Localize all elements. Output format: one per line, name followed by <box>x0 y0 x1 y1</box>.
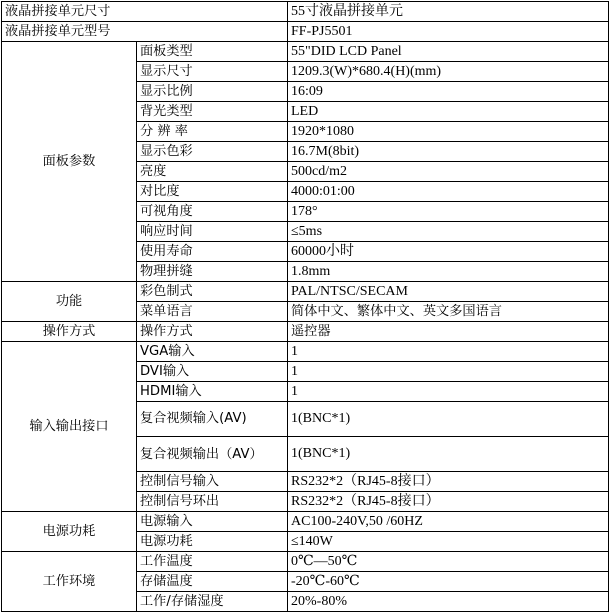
spec-label: HDMI输入 <box>137 382 288 402</box>
spec-value: 60000小时 <box>288 242 609 262</box>
spec-value: 遥控器 <box>288 322 609 342</box>
operation-category: 操作方式 <box>2 322 137 342</box>
spec-label: 存储温度 <box>137 572 288 592</box>
function-category: 功能 <box>2 282 137 322</box>
spec-value: 178° <box>288 202 609 222</box>
spec-value: 1209.3(W)*680.4(H)(mm) <box>288 62 609 82</box>
spec-label: 面板类型 <box>137 42 288 62</box>
power-category: 电源功耗 <box>2 512 137 552</box>
spec-value: RS232*2（RJ45-8接口） <box>288 472 609 492</box>
spec-label: 显示色彩 <box>137 142 288 162</box>
spec-value: 1(BNC*1) <box>288 437 609 472</box>
spec-value: 20%-80% <box>288 592 609 612</box>
spec-label: 工作/存储湿度 <box>137 592 288 612</box>
spec-label: 可视角度 <box>137 202 288 222</box>
spec-label: VGA输入 <box>137 342 288 362</box>
spec-label: 电源功耗 <box>137 532 288 552</box>
spec-value: 1(BNC*1) <box>288 402 609 437</box>
table-row <box>2 512 609 532</box>
spec-label: 菜单语言 <box>137 302 288 322</box>
spec-label: 控制信号输入 <box>137 472 288 492</box>
spec-label: 使用寿命 <box>137 242 288 262</box>
table-row <box>2 22 609 42</box>
unit-size-value: 55寸液晶拼接单元 <box>288 2 609 22</box>
table-row <box>2 282 609 302</box>
spec-label: 复合视频输入(AV) <box>137 402 288 437</box>
spec-label: 对比度 <box>137 182 288 202</box>
spec-label: 显示比例 <box>137 82 288 102</box>
spec-label: DVI输入 <box>137 362 288 382</box>
spec-label: 响应时间 <box>137 222 288 242</box>
spec-value: 16:09 <box>288 82 609 102</box>
spec-label: 控制信号环出 <box>137 492 288 512</box>
unit-size-label: 液晶拼接单元尺寸 <box>2 2 288 22</box>
spec-value: 500cd/m2 <box>288 162 609 182</box>
spec-value: 1 <box>288 342 609 362</box>
spec-label: 复合视频输出（AV） <box>137 437 288 472</box>
spec-value: 简体中文、繁体中文、英文多国语言 <box>288 302 609 322</box>
spec-label: 工作温度 <box>137 552 288 572</box>
spec-value: 1920*1080 <box>288 122 609 142</box>
environment-category: 工作环境 <box>2 552 137 612</box>
spec-value: 1 <box>288 382 609 402</box>
spec-value: 16.7M(8bit) <box>288 142 609 162</box>
panel-category: 面板参数 <box>2 42 137 282</box>
spec-value: 4000:01:00 <box>288 182 609 202</box>
spec-label: 背光类型 <box>137 102 288 122</box>
spec-value: ≤5ms <box>288 222 609 242</box>
spec-value: ≤140W <box>288 532 609 552</box>
table-row <box>2 342 609 362</box>
spec-value: PAL/NTSC/SECAM <box>288 282 609 302</box>
spec-label: 亮度 <box>137 162 288 182</box>
spec-value: 55"DID LCD Panel <box>288 42 609 62</box>
io-category: 输入输出接口 <box>2 342 137 512</box>
spec-label: 物理拼缝 <box>137 262 288 282</box>
spec-label: 分 辨 率 <box>137 122 288 142</box>
spec-value: -20℃-60℃ <box>288 572 609 592</box>
spec-value: 1.8mm <box>288 262 609 282</box>
table-row <box>2 2 609 22</box>
spec-value: 1 <box>288 362 609 382</box>
spec-label: 显示尺寸 <box>137 62 288 82</box>
table-row <box>2 322 609 342</box>
spec-value: RS232*2（RJ45-8接口） <box>288 492 609 512</box>
spec-value: LED <box>288 102 609 122</box>
spec-value: AC100-240V,50 /60HZ <box>288 512 609 532</box>
spec-label: 电源输入 <box>137 512 288 532</box>
spec-label: 操作方式 <box>137 322 288 342</box>
unit-model-value: FF-PJ5501 <box>288 22 609 42</box>
table-row <box>2 552 609 572</box>
unit-model-label: 液晶拼接单元型号 <box>2 22 288 42</box>
table-row <box>2 42 609 62</box>
spec-value: 0℃—50℃ <box>288 552 609 572</box>
spec-label: 彩色制式 <box>137 282 288 302</box>
spec-table <box>1 1 609 612</box>
